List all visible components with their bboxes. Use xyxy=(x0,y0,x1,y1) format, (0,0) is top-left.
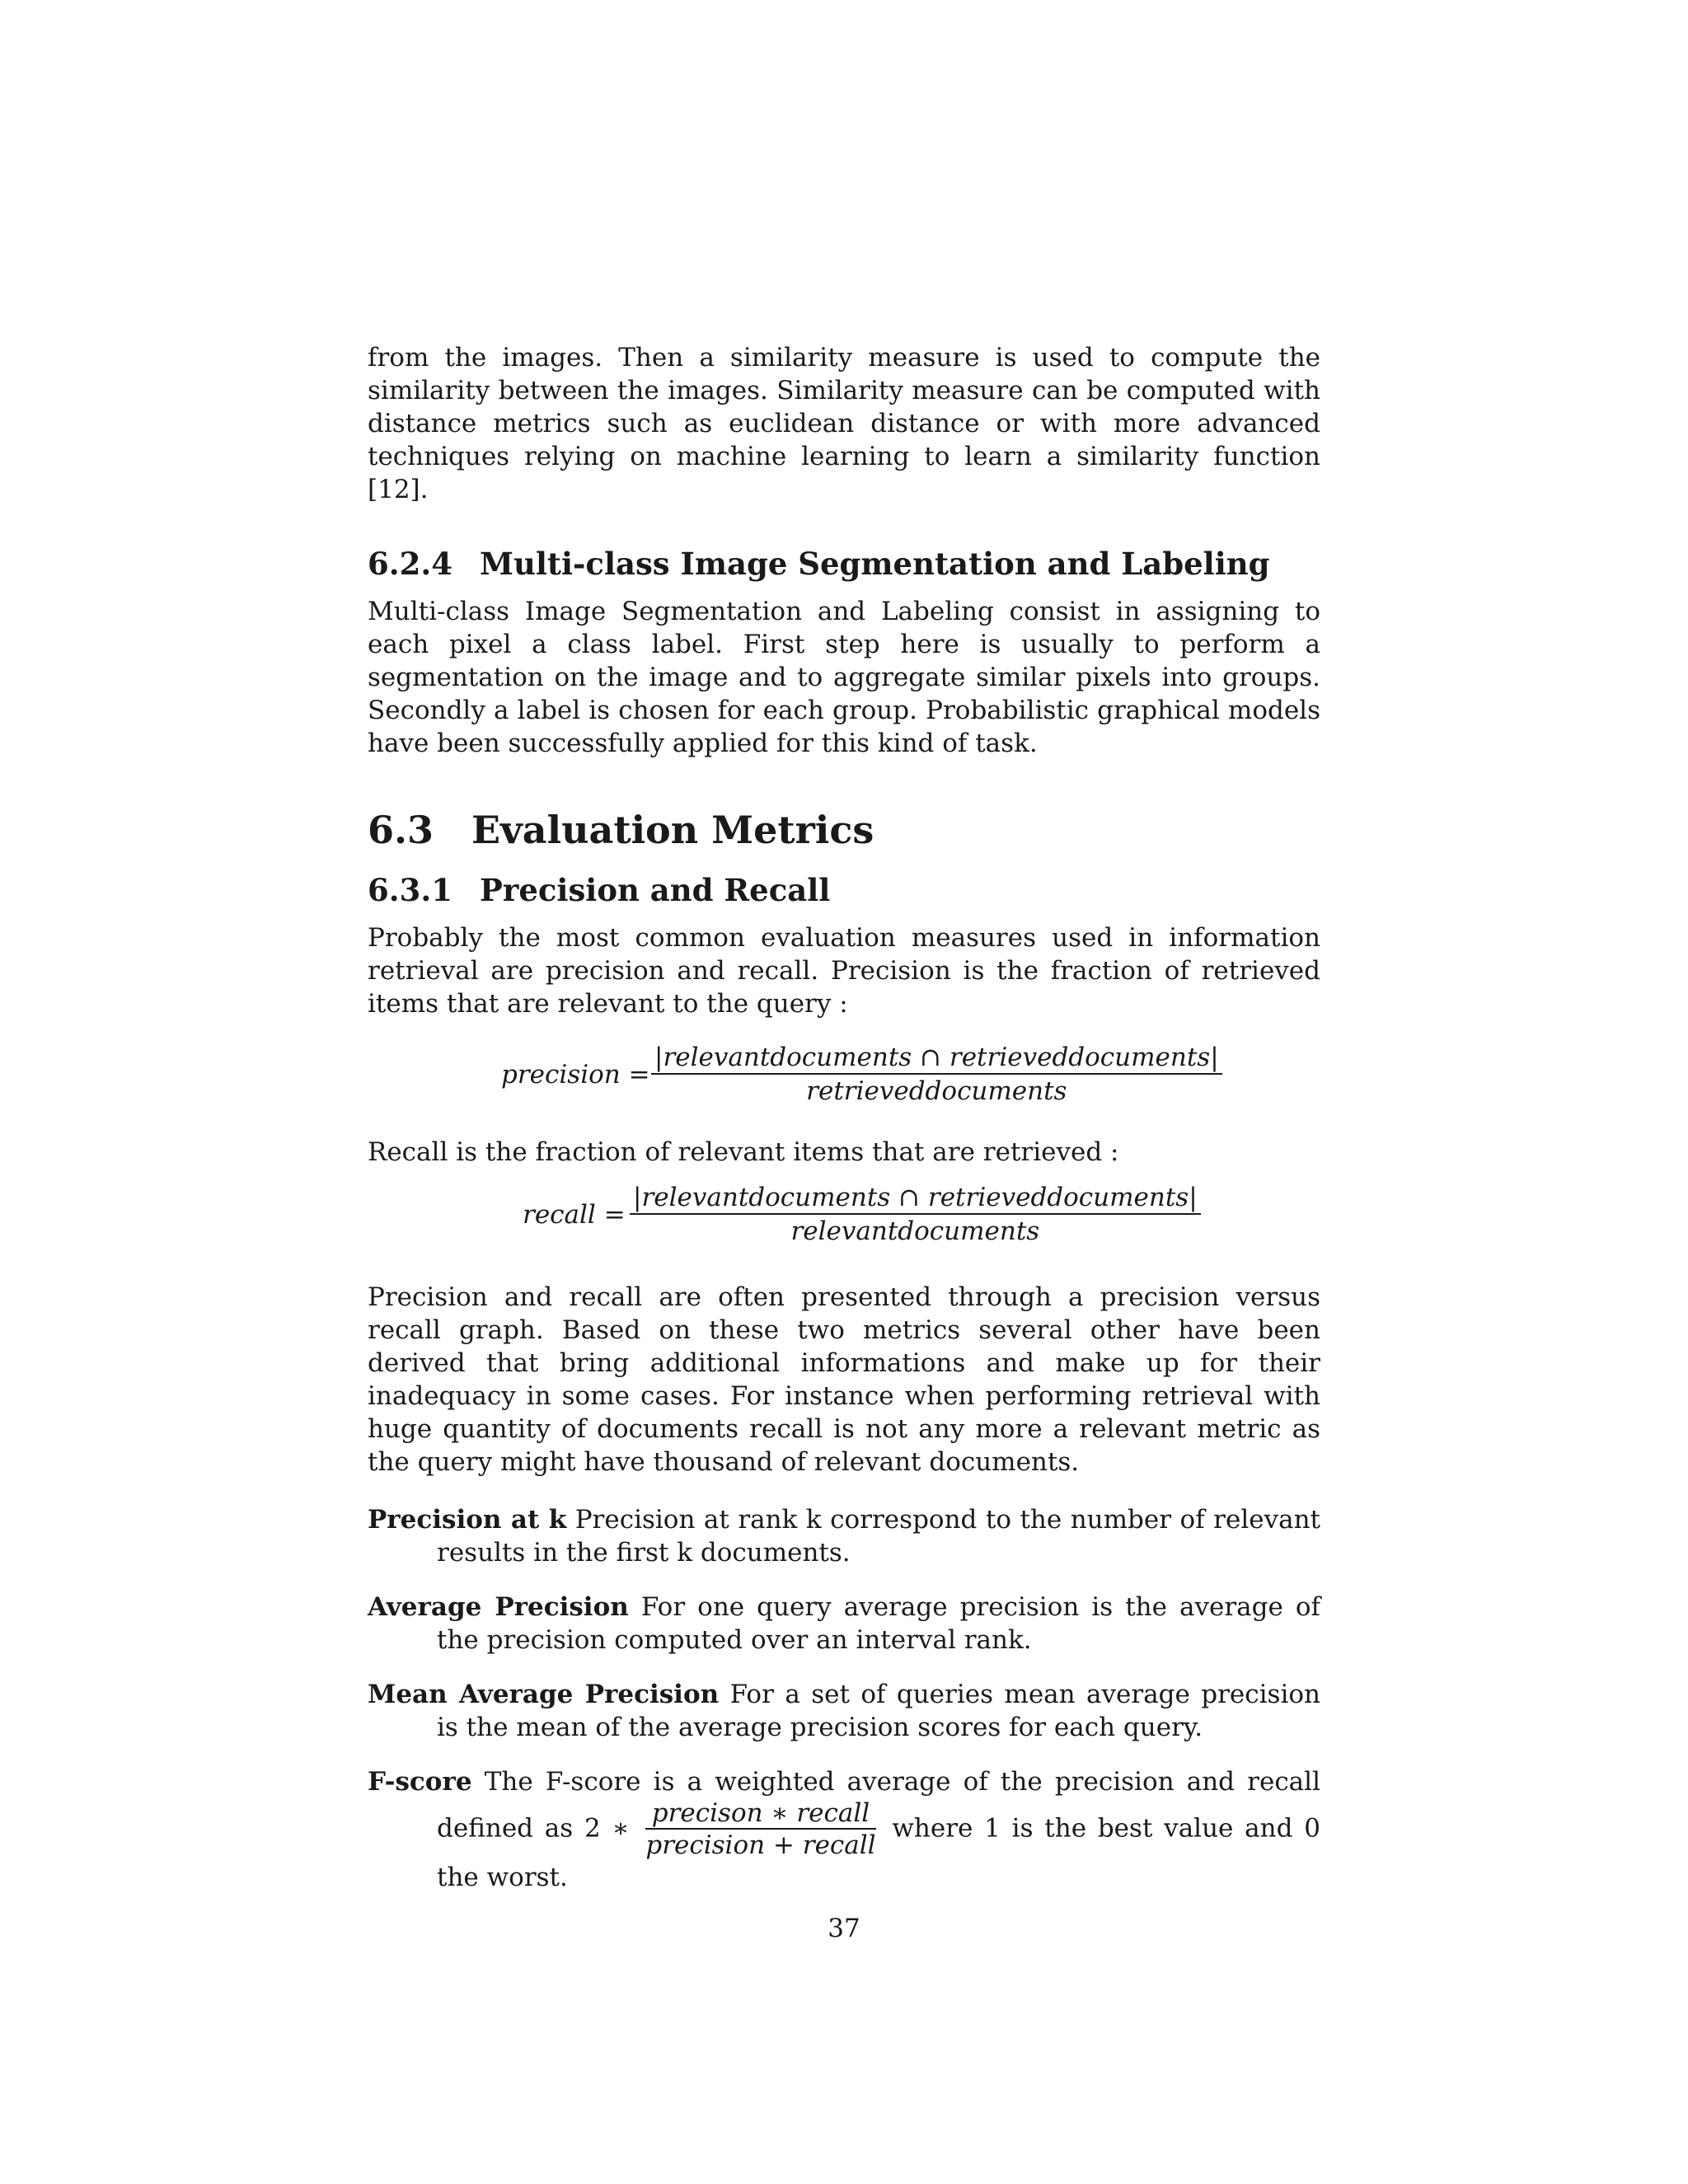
equation-fraction xyxy=(630,1182,1201,1248)
definition-list xyxy=(368,1503,1320,1894)
definition-text: For a set of queries mean average precision is the mean of the average precision scores for each query. xyxy=(437,1680,1321,1742)
section-6-3-heading xyxy=(368,806,1320,854)
fscore-denominator: precision + recall xyxy=(645,1830,876,1860)
equation-denominator: relevantdocuments xyxy=(790,1216,1040,1246)
page-content xyxy=(368,341,1320,1894)
equation-lhs: precision = xyxy=(501,1060,650,1090)
definition-term: Precision at k xyxy=(368,1505,567,1535)
recall-equation xyxy=(368,1182,1320,1249)
recall-intro-paragraph: Recall is the fraction of relevant items that are retrieved : xyxy=(368,1137,1119,1167)
definition-item xyxy=(368,1591,1320,1657)
section-title: Multi-class Image Segmentation and Labeling xyxy=(480,546,1270,582)
definition-item xyxy=(368,1503,1320,1569)
definition-item-fscore xyxy=(368,1765,1320,1894)
definition-text: where 1 is the best value and 0 the worst. xyxy=(437,1813,1320,1892)
equation-numerator: |relevantdocuments ∩ retrieveddocuments| xyxy=(630,1182,1201,1215)
section-title: Precision and Recall xyxy=(480,872,831,908)
section-number: 6.3.1 xyxy=(368,872,452,908)
fscore-numerator: precison ∗ recall xyxy=(645,1798,875,1830)
section-number: 6.2.4 xyxy=(368,546,452,582)
definition-item xyxy=(368,1678,1320,1744)
definition-term: Average Precision xyxy=(368,1592,629,1622)
equation-numerator: |relevantdocuments ∩ retrieveddocuments| xyxy=(651,1042,1222,1075)
section-title: Evaluation Metrics xyxy=(471,808,874,852)
definition-text: Precision at rank k correspond to the number of relevant results in the first k documents. xyxy=(437,1505,1320,1568)
section-6-2-4-heading xyxy=(368,544,1320,583)
definition-text: For one query average precision is the average of the precision computed over an interval rank. xyxy=(437,1592,1321,1655)
intro-paragraph: from the images. Then a similarity measure is used to compute the similarity between the images. Similarity measure can be computed with distance metrics such as euclidean distance or with more advanced techniques relying on machine learning to learn a similarity function [12]. xyxy=(368,343,1320,504)
equation-fraction xyxy=(651,1042,1222,1108)
definition-term: Mean Average Precision xyxy=(368,1680,720,1709)
precision-equation xyxy=(368,1042,1320,1109)
section-number: 6.3 xyxy=(368,808,434,852)
equation-lhs: recall = xyxy=(523,1200,626,1230)
equation-denominator: retrieveddocuments xyxy=(806,1076,1067,1106)
fscore-fraction xyxy=(645,1798,875,1861)
page-number: 37 xyxy=(828,1914,860,1943)
definition-term: F-score xyxy=(368,1767,472,1797)
precision-intro-paragraph: Probably the most common evaluation measures used in information retrieval are precision and recall. Precision is the fraction of retrieved items that are relevant to the query : xyxy=(368,923,1320,1019)
section-6-3-1-heading xyxy=(368,870,1320,910)
definition-text: The F-score is a weighted average of the precision and recall defined as 2 ∗ xyxy=(437,1767,1320,1844)
segmentation-paragraph: Multi-class Image Segmentation and Labeling consist in assigning to each pixel a class label. First step here is usually to perform a segmentation on the image and to aggregate similar pixels into groups. Secondly a label is chosen for each group. Probabilistic graphical models have been successfully applied for this kind of task. xyxy=(368,597,1320,758)
graph-paragraph: Precision and recall are often presented through a precision versus recall graph. Based on these two metrics several other have been derived that bring additional informations and make up for their inadequacy in some cases. For instance when performing retrieval with huge quantity of documents recall is not any more a relevant metric as the query might have thousand of relevant documents. xyxy=(368,1282,1320,1477)
